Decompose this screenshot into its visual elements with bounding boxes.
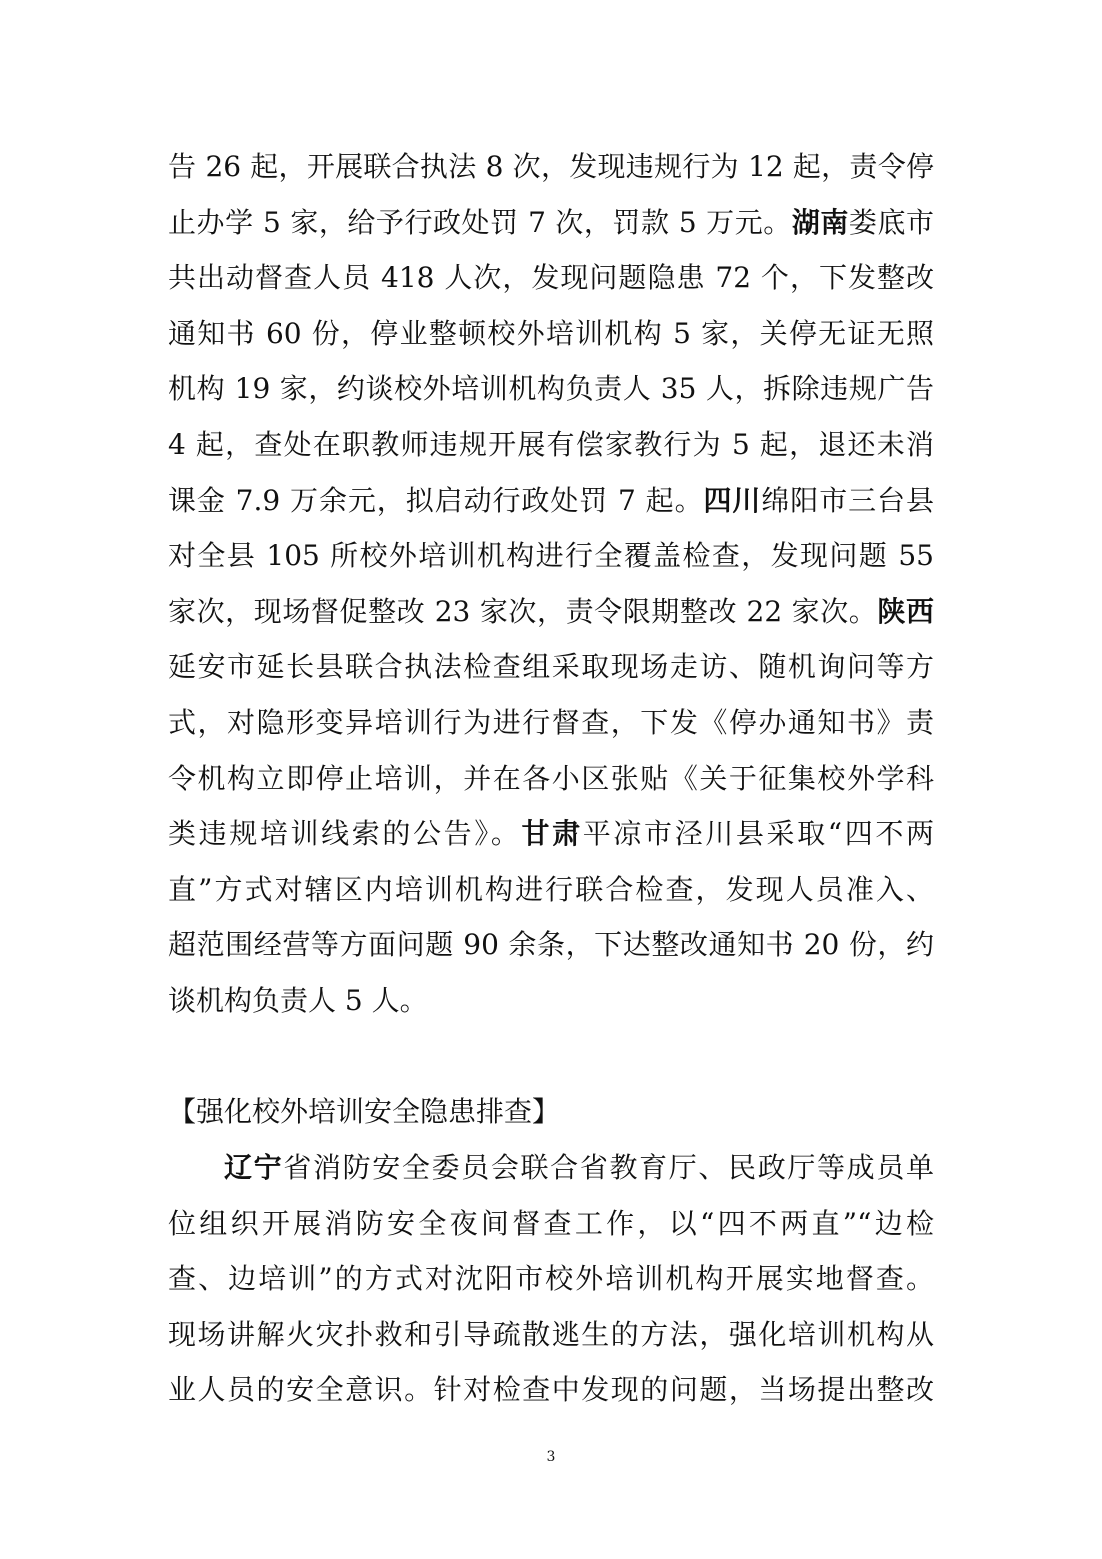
text-line bbox=[168, 1315, 934, 1355]
text-line bbox=[168, 147, 934, 187]
text-segment: 超范围经营等方面问题 90 余条，下达整改通知书 20 份，约 bbox=[168, 928, 934, 962]
text-line bbox=[168, 759, 934, 799]
region-name: 甘肃 bbox=[521, 817, 583, 851]
text-line bbox=[168, 1259, 934, 1299]
section-heading: 【强化校外培训安全隐患排查】 bbox=[168, 1095, 561, 1128]
text-line bbox=[168, 870, 934, 910]
text-segment: 娄底市 bbox=[848, 205, 934, 239]
text-line bbox=[168, 592, 934, 632]
text-segment: 共出动督查人员 418 人次，发现问题隐患 72 个，下发整改 bbox=[168, 261, 934, 295]
text-line bbox=[168, 1370, 934, 1410]
text-segment: 类违规培训线索的公告》。 bbox=[168, 817, 522, 851]
text-segment: 机构 19 家，约谈校外培训机构负责人 35 人，拆除违规广告 bbox=[168, 372, 934, 406]
text-segment: 绵阳市三台县 bbox=[761, 483, 934, 517]
text-segment: 式，对隐形变异培训行为进行督查，下发《停办通知书》责 bbox=[168, 706, 934, 739]
text-segment: 省消防安全委员会联合省教育厅、民政厅等成员单 bbox=[283, 1151, 934, 1184]
text-segment: 课金 7.9 万余元，拟启动行政处罚 7 起。 bbox=[168, 483, 704, 517]
text-line bbox=[224, 1148, 934, 1188]
text-line bbox=[168, 536, 934, 576]
text-line bbox=[168, 258, 934, 298]
text-line bbox=[168, 925, 934, 965]
page-number: 3 bbox=[546, 1449, 556, 1465]
text-line bbox=[168, 1204, 934, 1244]
text-segment: 位组织开展消防安全夜间督查工作，以“四不两直”“边检 bbox=[168, 1206, 934, 1240]
region-name: 四川 bbox=[703, 483, 762, 517]
text-segment: 业人员的安全意识。针对检查中发现的问题，当场提出整改 bbox=[168, 1373, 934, 1407]
text-line bbox=[168, 369, 934, 409]
text-segment: 谈机构负责人 5 人。 bbox=[168, 984, 428, 1017]
text-segment: 告 26 起，开展联合执法 8 次，发现违规行为 12 起，责令停 bbox=[168, 150, 934, 183]
text-line bbox=[168, 703, 934, 743]
text-line bbox=[168, 481, 934, 521]
region-name: 陕西 bbox=[877, 594, 934, 628]
text-segment: 对全县 105 所校外培训机构进行全覆盖检查，发现问题 55 bbox=[168, 539, 934, 573]
text-line bbox=[168, 425, 934, 465]
text-segment: 4 起，查处在职教师违规开展有偿家教行为 5 起，退还未消 bbox=[168, 428, 934, 461]
text-segment: 通知书 60 份，停业整顿校外培训机构 5 家，关停无证无照 bbox=[168, 316, 934, 350]
text-segment: 令机构立即停止培训，并在各小区张贴《关于征集校外学科 bbox=[168, 761, 934, 795]
region-name: 辽宁 bbox=[224, 1151, 284, 1184]
text-segment: 直”方式对辖区内培训机构进行联合检查，发现人员准入、 bbox=[168, 872, 934, 906]
text-line bbox=[168, 814, 934, 854]
text-segment: 平凉市泾川县采取“四不两 bbox=[582, 817, 934, 851]
region-name: 湖南 bbox=[791, 205, 849, 239]
text-line bbox=[168, 981, 934, 1021]
text-segment: 延安市延长县联合执法检查组采取现场走访、随机询问等方 bbox=[168, 650, 934, 684]
text-segment: 查、边培训”的方式对沈阳市校外培训机构开展实地督查。 bbox=[168, 1262, 934, 1296]
text-line bbox=[168, 647, 934, 687]
text-line bbox=[168, 314, 934, 354]
text-segment: 现场讲解火灾扑救和引导疏散逃生的方法，强化培训机构从 bbox=[168, 1317, 934, 1351]
text-segment: 家次，现场督促整改 23 家次，责令限期整改 22 家次。 bbox=[168, 594, 878, 628]
text-segment: 止办学 5 家，给予行政处罚 7 次，罚款 5 万元。 bbox=[168, 205, 792, 239]
text-line bbox=[168, 203, 934, 243]
